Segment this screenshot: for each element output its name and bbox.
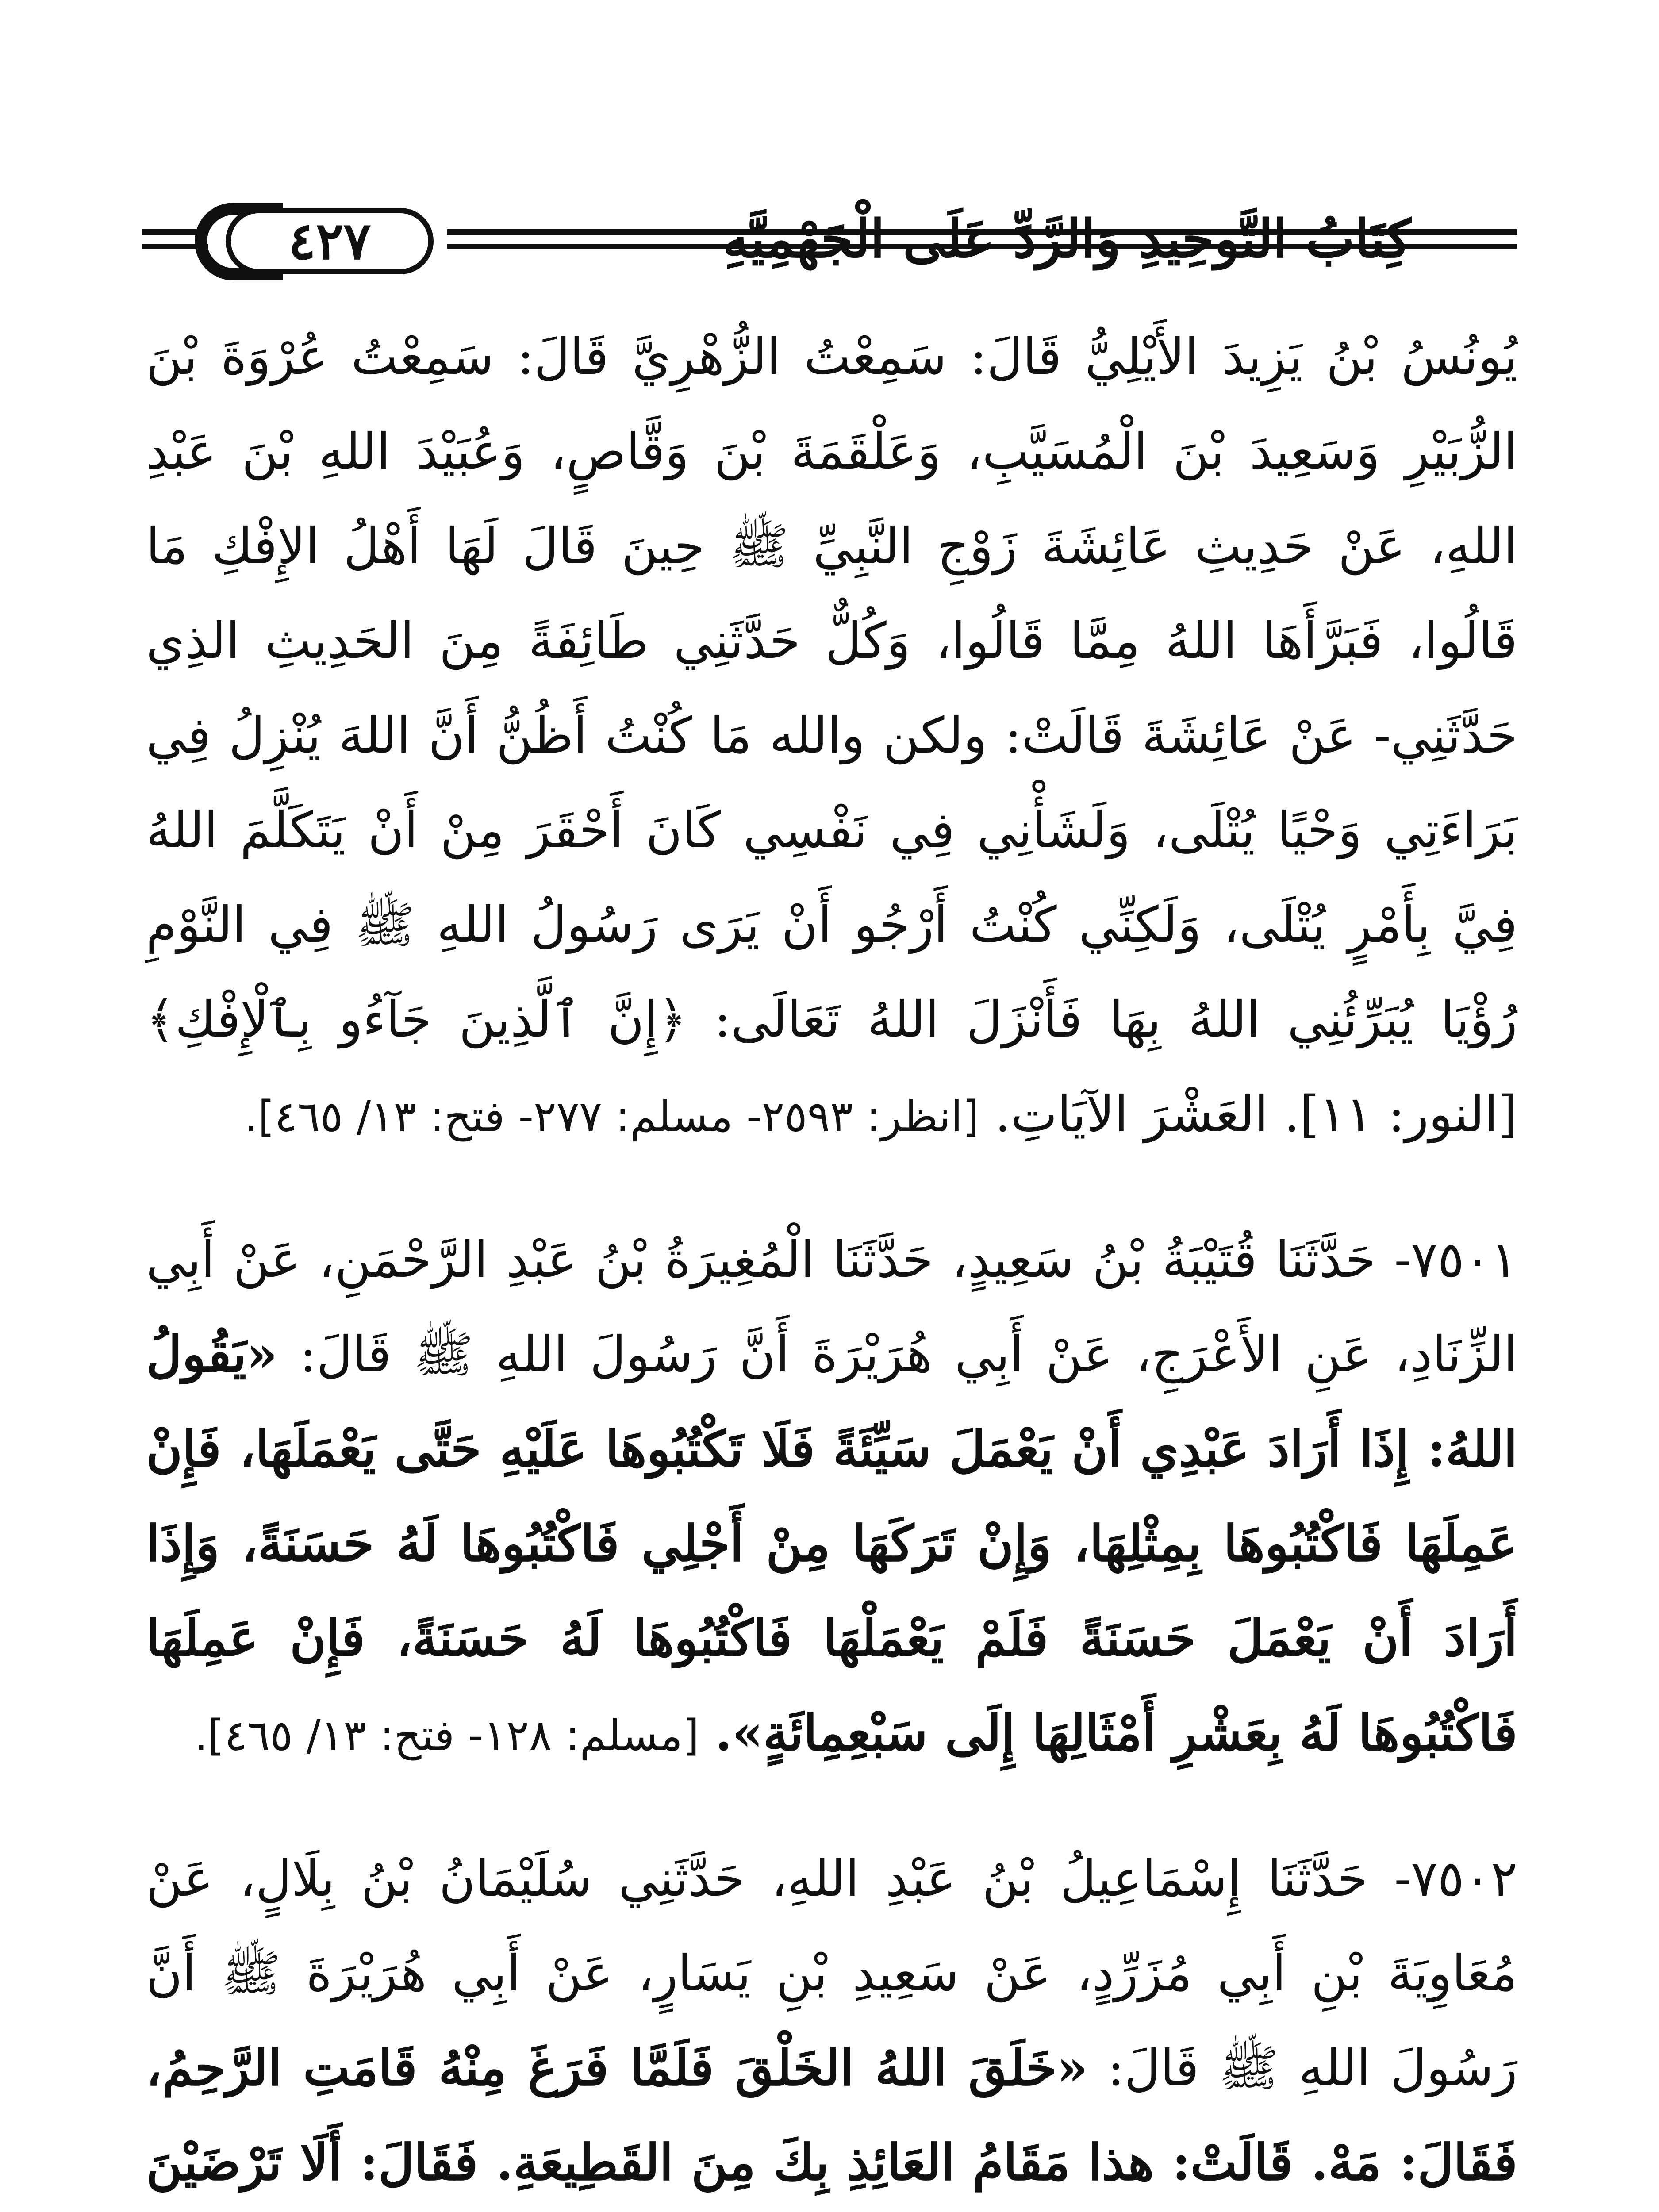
paragraph-1-text: يُونُسُ بْنُ يَزِيدَ الأَيْلِيُّ قَالَ: سَمِعْتُ الزُّهْرِيَّ قَالَ: سَمِعْتُ عُرْوَةَ بْنَ الزُّبَيْرِ وَسَعِيدَ بْنَ الْمُسَيَّبِ، وَعَلْقَمَةَ بْنَ وَقَّاصٍ، وَعُبَيْدَ اللهِ بْنَ عَبْدِ اللهِ، عَنْ حَدِيثِ عَائِشَةَ زَوْجِ النَّبِيِّ ﷺ حِينَ قَالَ لَهَا أَهْلُ الإِفْكِ مَا قَالُوا، فَبَرَّأَهَا اللهُ مِمَّا قَالُوا، وَكُلٌّ حَدَّثَنِي طَائِفَةً مِنَ الحَدِيثِ الذِي حَدَّثَنِي- عَنْ عَائِشَةَ قَالَتْ: ولكن والله مَا كُنْتُ أَظُنُّ أَنَّ اللهَ يُنْزِلُ فِي بَرَاءَتِي وَحْيًا يُتْلَى، وَلَشَأْنِي فِي نَفْسِي كَانَ أَحْقَرَ مِنْ أَنْ يَتَكَلَّمَ اللهُ فِيَّ بِأَمْرٍ يُتْلَى، وَلَكِنِّي كُنْتُ أَرْجُو أَنْ يَرَى رَسُولُ اللهِ ﷺ فِي النَّوْمِ رُؤْيَا يُبَرِّئُنِي اللهُ بِهَا فَأَنْزَلَ اللهُ تَعَالَى: ﴿إِنَّ ٱلَّذِينَ جَآءُو بِٱلْإِفْكِ﴾ [النور: ١١]. العَشْرَ الآيَاتِ. <box>146 328 1517 1143</box>
page-header <box>142 195 1517 292</box>
paragraph-1 <box>146 310 1517 1164</box>
running-title: كِتَابُ التَّوحِيدِ وَالرَّدِّ عَلَى الْجَهْمِيَّةِ <box>722 208 1411 269</box>
hadith-7501-reference: [مسلم: ١٢٨- فتح: ١٣/ ٤٦٥]. <box>194 1711 699 1760</box>
hadith-7501-matn: «يَقُولُ اللهُ: إِذَا أَرَادَ عَبْدِي أَنْ يَعْمَلَ سَيِّئَةً فَلَا تَكْتُبُوهَا عَلَيْهِ حَتَّى يَعْمَلَهَا، فَإِنْ عَمِلَهَا فَاكْتُبُوهَا بِمِثْلِهَا، وَإِنْ تَرَكَهَا مِنْ أَجْلِي فَاكْتُبُوهَا لَهُ حَسَنَةً، وَإِذَا أَرَادَ أَنْ يَعْمَلَ حَسَنَةً فَلَمْ يَعْمَلْهَا فَاكْتُبُوهَا لَهُ حَسَنَةً، فَإِنْ عَمِلَهَا فَاكْتُبُوهَا لَهُ بِعَشْرِ أَمْثَالِهَا إِلَى سَبْعِمِائَةٍ». <box>146 1325 1517 1762</box>
hadith-7501 <box>146 1213 1517 1783</box>
hadith-7502-isnad: ٧٥٠٢- حَدَّثَنَا إِسْمَاعِيلُ بْنُ عَبْدِ اللهِ، حَدَّثَنِي سُلَيْمَانُ بْنُ بِلَالٍ، عَنْ مُعَاوِيَةَ بْنِ أَبِي مُزَرِّدٍ، عَنْ سَعِيدِ بْنِ يَسَارٍ، عَنْ أَبِي هُرَيْرَةَ ﷺ أَنَّ رَسُولَ اللهِ ﷺ قَالَ: <box>146 1850 1518 2097</box>
hadith-7501-isnad: ٧٥٠١- حَدَّثَنَا قُتَيْبَةُ بْنُ سَعِيدٍ، حَدَّثَنَا الْمُغِيرَةُ بْنُ عَبْدِ الرَّحْمَنِ، عَنْ أَبِي الزِّنَادِ، عَنِ الأَعْرَجِ، عَنْ أَبِي هُرَيْرَةَ أَنَّ رَسُولَ اللهِ ﷺ قَالَ: <box>146 1231 1517 1383</box>
hadith-7502 <box>146 1832 1517 2212</box>
page-number: ٤٢٧ <box>226 208 434 274</box>
paragraph-1-reference: [انظر: ٢٥٩٣- مسلم: ٢٧٧- فتح: ١٣/ ٤٦٥]. <box>244 1092 979 1141</box>
page-body <box>146 310 1517 2212</box>
hadith-7502-matn: «خَلَقَ اللهُ الخَلْقَ فَلَمَّا فَرَغَ مِنْهُ قَامَتِ الرَّحِمُ، فَقَالَ: مَهْ. قَالَتْ: هذا مَقَامُ العَائِذِ بِكَ مِنَ القَطِيعَةِ. فَقَالَ: أَلَا تَرْضَيْنَ <box>146 2039 1517 2192</box>
